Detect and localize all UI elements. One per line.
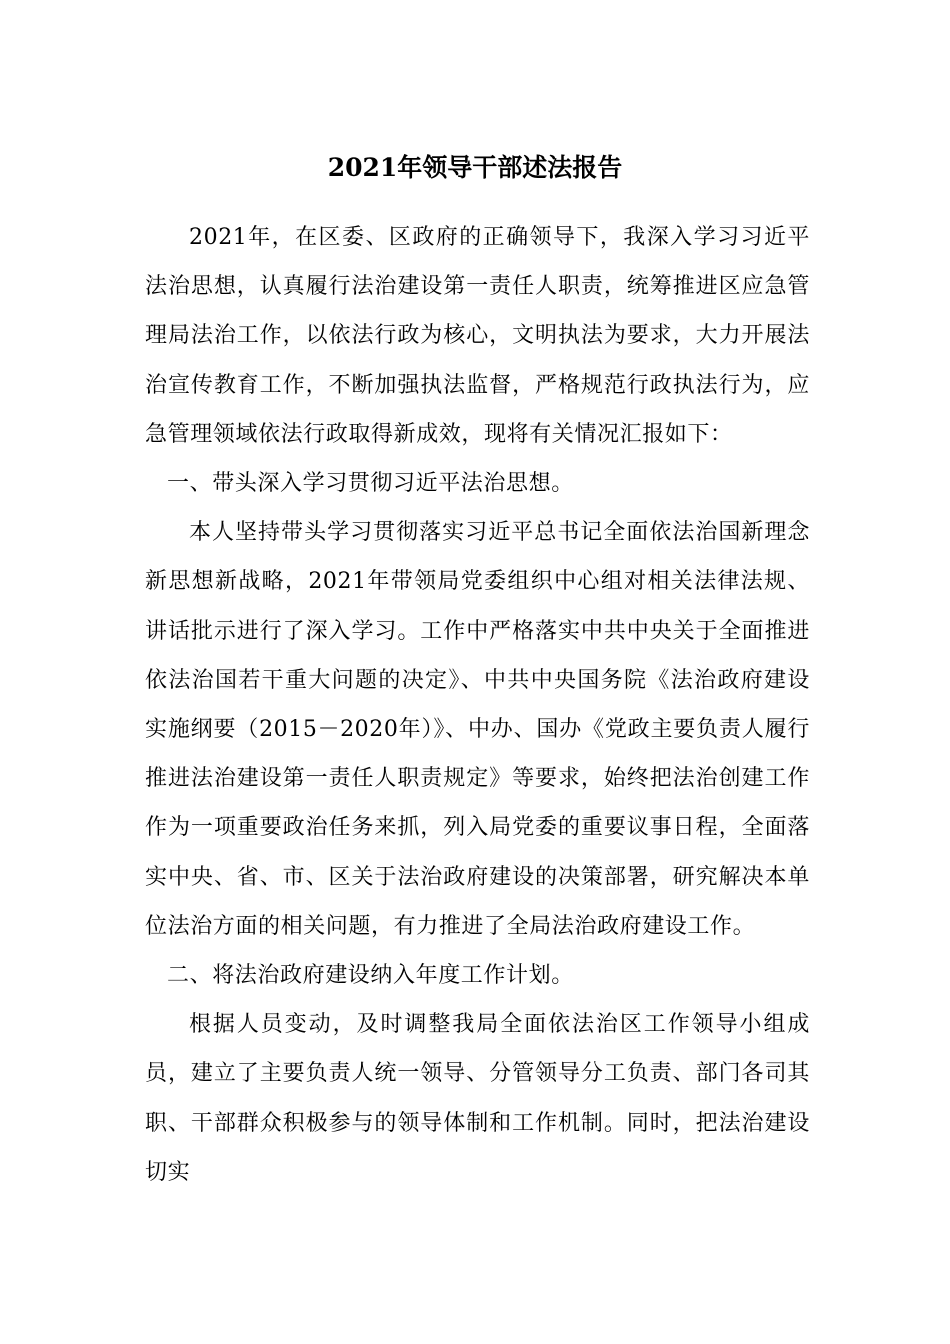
- intro-paragraph: 2021年，在区委、区政府的正确领导下，我深入学习习近平法治思想，认真履行法治建设第一责任人职责，统筹推进区应急管理局法治工作，以依法行政为核心，文明执法为要求，大力开展法治宣传教育工作，不断加强执法监督，严格规范行政执法行为，应急管理领域依法行政取得新成效，现将有关情况汇报如下：: [145, 225, 810, 447]
- section-2-paragraph: 根据人员变动，及时调整我局全面依法治区工作领导小组成员，建立了主要负责人统一领导、分管领导分工负责、部门各司其职、干部群众积极参与的领导体制和工作机制。同时，把法治建设切实: [145, 1012, 810, 1185]
- section-heading-1: 一、带头深入学习贯彻习近平法治思想。: [167, 471, 574, 497]
- document-body: [145, 213, 810, 1197]
- section-heading-2: 二、将法治政府建设纳入年度工作计划。: [167, 963, 574, 989]
- document-title: 2021年领导干部述法报告: [327, 153, 623, 182]
- section-1-paragraph: 本人坚持带头学习贯彻落实习近平总书记全面依法治国新理念新思想新战略，2021年带领局党委组织中心组对相关法律法规、讲话批示进行了深入学习。工作中严格落实中共中央关于全面推进依法治国若干重大问题的决定》、中共中央国务院《法治政府建设实施纲要（2015－2020年）》、中办、国办《党政主要负责人履行推进法治建设第一责任人职责规定》等要求，始终把法治创建工作作为一项重要政治任务来抓，列入局党委的重要议事日程，全面落实中央、省、市、区关于法治政府建设的决策部署，研究解决本单位法治方面的相关问题，有力推进了全局法治政府建设工作。: [145, 520, 810, 939]
